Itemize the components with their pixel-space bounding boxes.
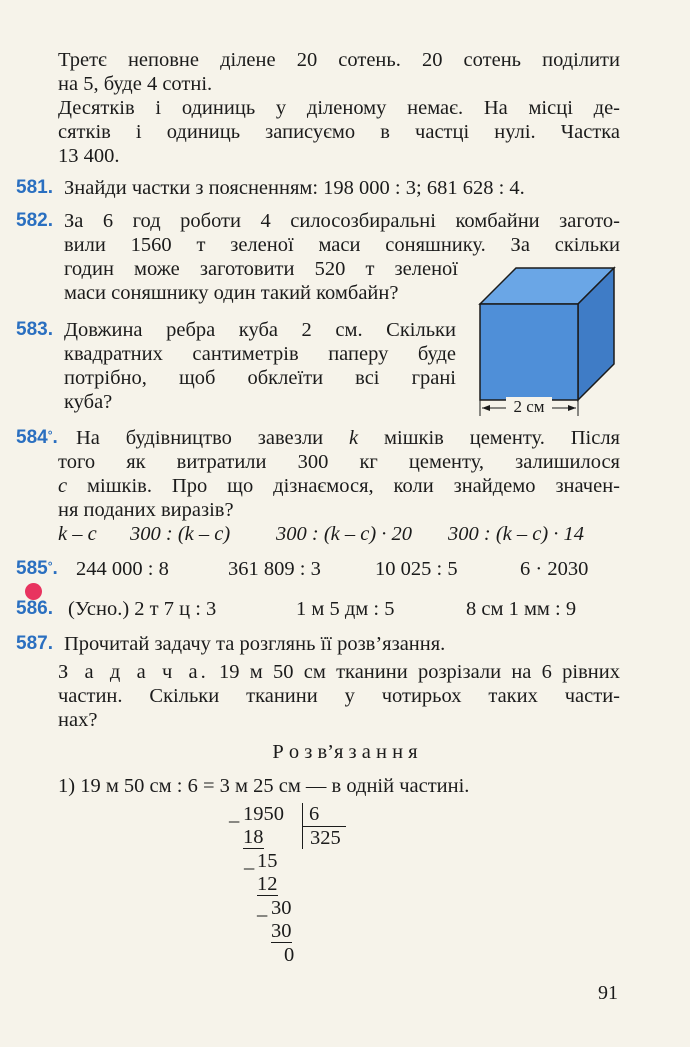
- intro-line-4: сятків і одиниць записуємо в частці нулі. Частка: [58, 121, 620, 143]
- cube-front-face: [480, 304, 578, 400]
- expr-585-3: 10 025 : 5: [375, 558, 458, 580]
- expr-584-2: 300 : (k – c): [130, 523, 231, 545]
- divisor: 6: [309, 803, 320, 825]
- problem-582-line-3: годин може заготовити 520 т зеленої: [64, 258, 458, 280]
- problem-584-num: 584: [16, 427, 48, 448]
- subtrahend-1: 18: [243, 826, 264, 848]
- intro-line-2: на 5, буде 4 сотні.: [58, 73, 213, 95]
- expr-585-4: 6 · 2030: [520, 558, 589, 580]
- problem-586-number: 586.: [16, 598, 53, 619]
- problem-584-line-4: ня поданих виразів?: [58, 499, 234, 521]
- expr-586-0: (Усно.) 2 т 7 ц : 3: [68, 598, 217, 620]
- solution-title: Р о з в’я з а н н я: [272, 741, 418, 763]
- problem-581-number: 581.: [16, 177, 53, 198]
- problem-584-dot: .: [52, 427, 58, 448]
- subtrahend-2: 12: [257, 873, 278, 895]
- task-text: 19 м 50 см тканини розрізали на 6 рівних: [208, 661, 620, 683]
- expr-585-1: 244 000 : 8: [76, 558, 169, 580]
- intro-line-1: Третє неповне ділене 20 сотень. 20 сотень поділити: [58, 49, 620, 71]
- expr-584-1: k – c: [58, 523, 97, 545]
- problem-585-dot: .: [52, 558, 58, 579]
- problem-584-line-2: того як витратили 300 кг цементу, залишилося: [58, 451, 620, 473]
- minus-sign-3: _: [257, 897, 268, 919]
- minus-sign-1: _: [229, 803, 240, 825]
- problem-587-line-4: нах?: [58, 709, 98, 731]
- intro-line-3: Десятків і одиниць у діленому немає. На місці де-: [58, 97, 620, 119]
- problem-583-number: 583.: [16, 319, 53, 340]
- p584-text-c: мішків. Про що дізнаємося, коли знайдемо значен-: [67, 475, 620, 497]
- problem-582-line-1: За 6 год роботи 4 силосозбиральні комбайни загото-: [64, 210, 620, 232]
- variable-c: c: [58, 475, 68, 497]
- remainder-1: 15: [257, 850, 278, 872]
- cube-edge-label: 2 см: [513, 397, 545, 416]
- problem-587-number: 587.: [16, 633, 53, 654]
- problem-587-line-1: Прочитай задачу та розглянь її розв’язання.: [64, 633, 446, 655]
- solution-step-1: 1) 19 м 50 см : 6 = 3 м 25 см — в одній частині.: [58, 775, 470, 797]
- subtrahend-3: 30: [271, 920, 292, 942]
- expr-585-2: 361 809 : 3: [228, 558, 321, 580]
- task-word: З а д а ч а.: [58, 661, 209, 683]
- degree-mark-584: °: [47, 428, 53, 442]
- variable-k: k: [349, 427, 359, 449]
- problem-582-number: 582.: [16, 210, 53, 231]
- minus-sign-2: _: [244, 850, 255, 872]
- quotient: 325: [310, 827, 341, 849]
- problem-583-line-1: Довжина ребра куба 2 см. Скільки: [64, 319, 456, 341]
- page-number: 91: [598, 982, 618, 1004]
- problem-585-number: [16, 557, 58, 581]
- problem-584-line-1: [76, 426, 620, 450]
- remainder-2: 30: [271, 897, 292, 919]
- p584-text-a: На будівництво завезли: [76, 427, 350, 449]
- problem-584-line-3: [58, 474, 620, 498]
- problem-583-line-4: куба?: [64, 391, 113, 413]
- problem-582-line-2: вили 1560 т зеленої маси соняшнику. За скільки: [64, 234, 620, 256]
- dividend: 1950: [243, 803, 284, 825]
- problem-581-text: Знайди частки з поясненням: 198 000 : 3; 681 628 : 4.: [64, 177, 525, 199]
- dimension-arrow-right: [568, 405, 576, 411]
- expr-584-3: 300 : (k – c) · 20: [276, 523, 413, 545]
- cube-figure: [466, 258, 622, 418]
- problem-585-num: 585: [16, 558, 48, 579]
- expr-586-1: 1 м 5 дм : 5: [296, 598, 395, 620]
- final-remainder: 0: [284, 944, 295, 966]
- degree-mark-585: °: [47, 559, 53, 573]
- problem-587-line-3: частин. Скільки тканини у чотирьох таких части-: [58, 685, 620, 707]
- expr-584-4: 300 : (k – c) · 14: [448, 523, 585, 545]
- p584-text-b: мішків цементу. Після: [358, 427, 620, 449]
- problem-584-number: [16, 426, 58, 450]
- problem-587-line-2: [58, 660, 620, 684]
- dimension-arrow-left: [482, 405, 490, 411]
- problem-583-line-2: квадратних сантиметрів паперу буде: [64, 343, 456, 365]
- problem-582-line-4: маси соняшнику один такий комбайн?: [64, 282, 399, 304]
- problem-583-line-3: потрібно, щоб обклеїти всі грані: [64, 367, 456, 389]
- expr-586-2: 8 см 1 мм : 9: [466, 598, 577, 620]
- intro-line-5: 13 400.: [58, 145, 120, 167]
